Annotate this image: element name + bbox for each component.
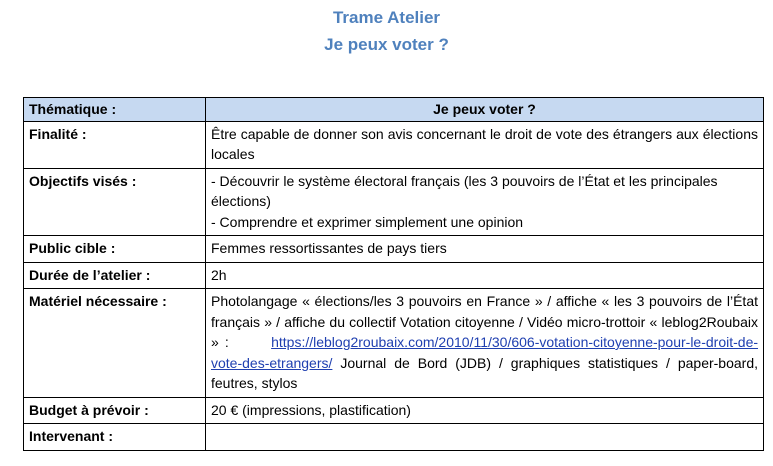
row-label-objectifs: Objectifs visés : — [24, 168, 206, 236]
row-value-finalite: Être capable de donner son avis concernant le droit de vote des étrangers aux élections locales — [206, 121, 764, 168]
row-label-finalite: Finalité : — [24, 121, 206, 168]
header-label-cell: Thématique : — [24, 98, 206, 122]
row-label-materiel: Matériel nécessaire : — [24, 289, 206, 398]
objectif-line-2: - Comprendre et exprimer simplement une opinion — [211, 213, 524, 230]
table-row — [24, 424, 764, 451]
row-value-budget: 20 € (impressions, plastification) — [206, 397, 764, 424]
table-row — [24, 262, 764, 289]
table-row — [24, 236, 764, 263]
workshop-table — [23, 97, 764, 451]
row-label-duree: Durée de l’atelier : — [24, 262, 206, 289]
row-value-duree: 2h — [206, 262, 764, 289]
document-subtitle: Je peux voter ? — [324, 35, 449, 54]
document-title: Trame Atelier — [332, 8, 441, 27]
row-label-budget: Budget à prévoir : — [24, 397, 206, 424]
materiel-text-after: Journal de Bord (JDB) / graphiques statistiques / paper-board, feutres, stylos — [211, 354, 758, 391]
row-value-materiel — [206, 289, 764, 398]
row-label-intervenant: Intervenant : — [24, 424, 206, 451]
table-row — [24, 168, 764, 236]
objectif-line-1: - Découvrir le système électoral français (les 3 pouvoirs de l’État et les principales élections) — [211, 172, 718, 209]
table-row — [24, 397, 764, 424]
video-link[interactable]: https://leblog2roubaix.com/2010/11/30/606-votation-citoyenne-pour-le-droit-de-vote-des-etrangers/ — [211, 334, 759, 371]
table-header-row — [24, 98, 764, 122]
materiel-text-before: Photolangage « élections/les 3 pouvoirs en France » / affiche « les 3 pouvoirs de l’État français » / affiche du collectif Votation citoyenne / Vidéo micro-trottoir « leblog2Roubaix » : — [211, 293, 758, 350]
table-row — [24, 121, 764, 168]
table-row — [24, 289, 764, 398]
row-label-public: Public cible : — [24, 236, 206, 263]
row-value-objectifs — [206, 168, 764, 236]
row-value-intervenant — [206, 424, 764, 451]
row-value-public: Femmes ressortissantes de pays tiers — [206, 236, 764, 263]
header-value-cell: Je peux voter ? — [206, 98, 764, 122]
